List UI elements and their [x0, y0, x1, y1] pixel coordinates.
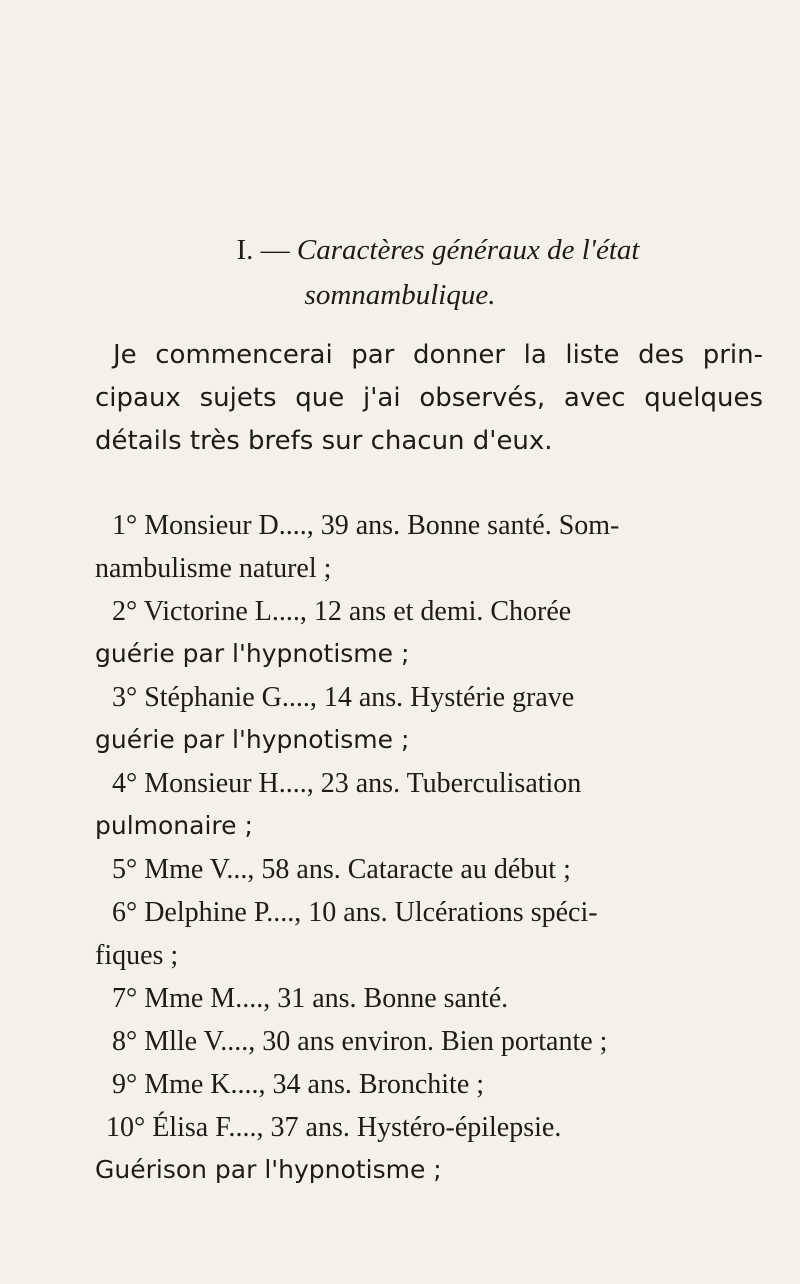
item-number: 7°	[112, 983, 138, 1014]
section-heading-line1	[88, 236, 788, 265]
item-text: Delphine P...., 10 ans. Ulcérations spéci-	[144, 897, 598, 928]
item-text: Mme V..., 58 ans. Cataracte au début ;	[144, 854, 571, 885]
item-number: 4°	[112, 768, 138, 799]
list-item	[112, 512, 772, 540]
item-text: Élisa F...., 37 ans. Hystéro-épilepsie.	[152, 1112, 562, 1143]
list-item	[112, 1071, 772, 1099]
item-text: Stéphanie G...., 14 ans. Hystérie grave	[144, 682, 575, 713]
item-text: Monsieur D...., 39 ans. Bonne santé. Som-	[144, 510, 620, 541]
item-text: Victorine L...., 12 ans et demi. Chorée	[143, 596, 572, 627]
item-text: Mlle V...., 30 ans environ. Bien portante ;	[144, 1026, 608, 1057]
list-item-continuation: Guérison par l'hypnotisme ;	[95, 1155, 442, 1184]
item-number: 10°	[106, 1112, 146, 1143]
item-number: 1°	[112, 510, 138, 541]
intro-line: Je commencerai par donner la liste des prin-	[113, 340, 763, 370]
list-item	[112, 770, 772, 798]
list-item-continuation: fiques ;	[95, 940, 179, 971]
item-number: 6°	[112, 897, 138, 928]
section-number: I. —	[236, 234, 290, 266]
section-heading-line2: somnambulique.	[304, 279, 496, 311]
intro-line: détails très brefs sur chacun d'eux.	[95, 426, 553, 456]
item-number: 8°	[112, 1026, 138, 1057]
intro-line: cipaux sujets que j'ai observés, avec quelques	[95, 383, 763, 413]
item-text: Mme M...., 31 ans. Bonne santé.	[144, 983, 509, 1014]
list-item	[106, 1114, 766, 1142]
item-text: Mme K...., 34 ans. Bronchite ;	[144, 1069, 485, 1100]
section-title: Caractères généraux de l'état	[296, 234, 640, 266]
list-item-continuation: guérie par l'hypnotisme ;	[95, 725, 410, 754]
list-item	[112, 899, 772, 927]
item-number: 2°	[112, 596, 138, 627]
item-number: 3°	[112, 682, 138, 713]
list-item	[112, 684, 772, 712]
item-text: Monsieur H...., 23 ans. Tuberculisation	[144, 768, 582, 799]
item-number: 9°	[112, 1069, 138, 1100]
list-item	[112, 598, 772, 626]
list-item-continuation: nambulisme naturel ;	[95, 553, 332, 584]
list-item-continuation: pulmonaire ;	[95, 811, 253, 840]
list-item-continuation: guérie par l'hypnotisme ;	[95, 639, 410, 668]
list-item	[112, 985, 772, 1013]
list-item	[112, 1028, 772, 1056]
list-item	[112, 856, 772, 884]
item-number: 5°	[112, 854, 138, 885]
